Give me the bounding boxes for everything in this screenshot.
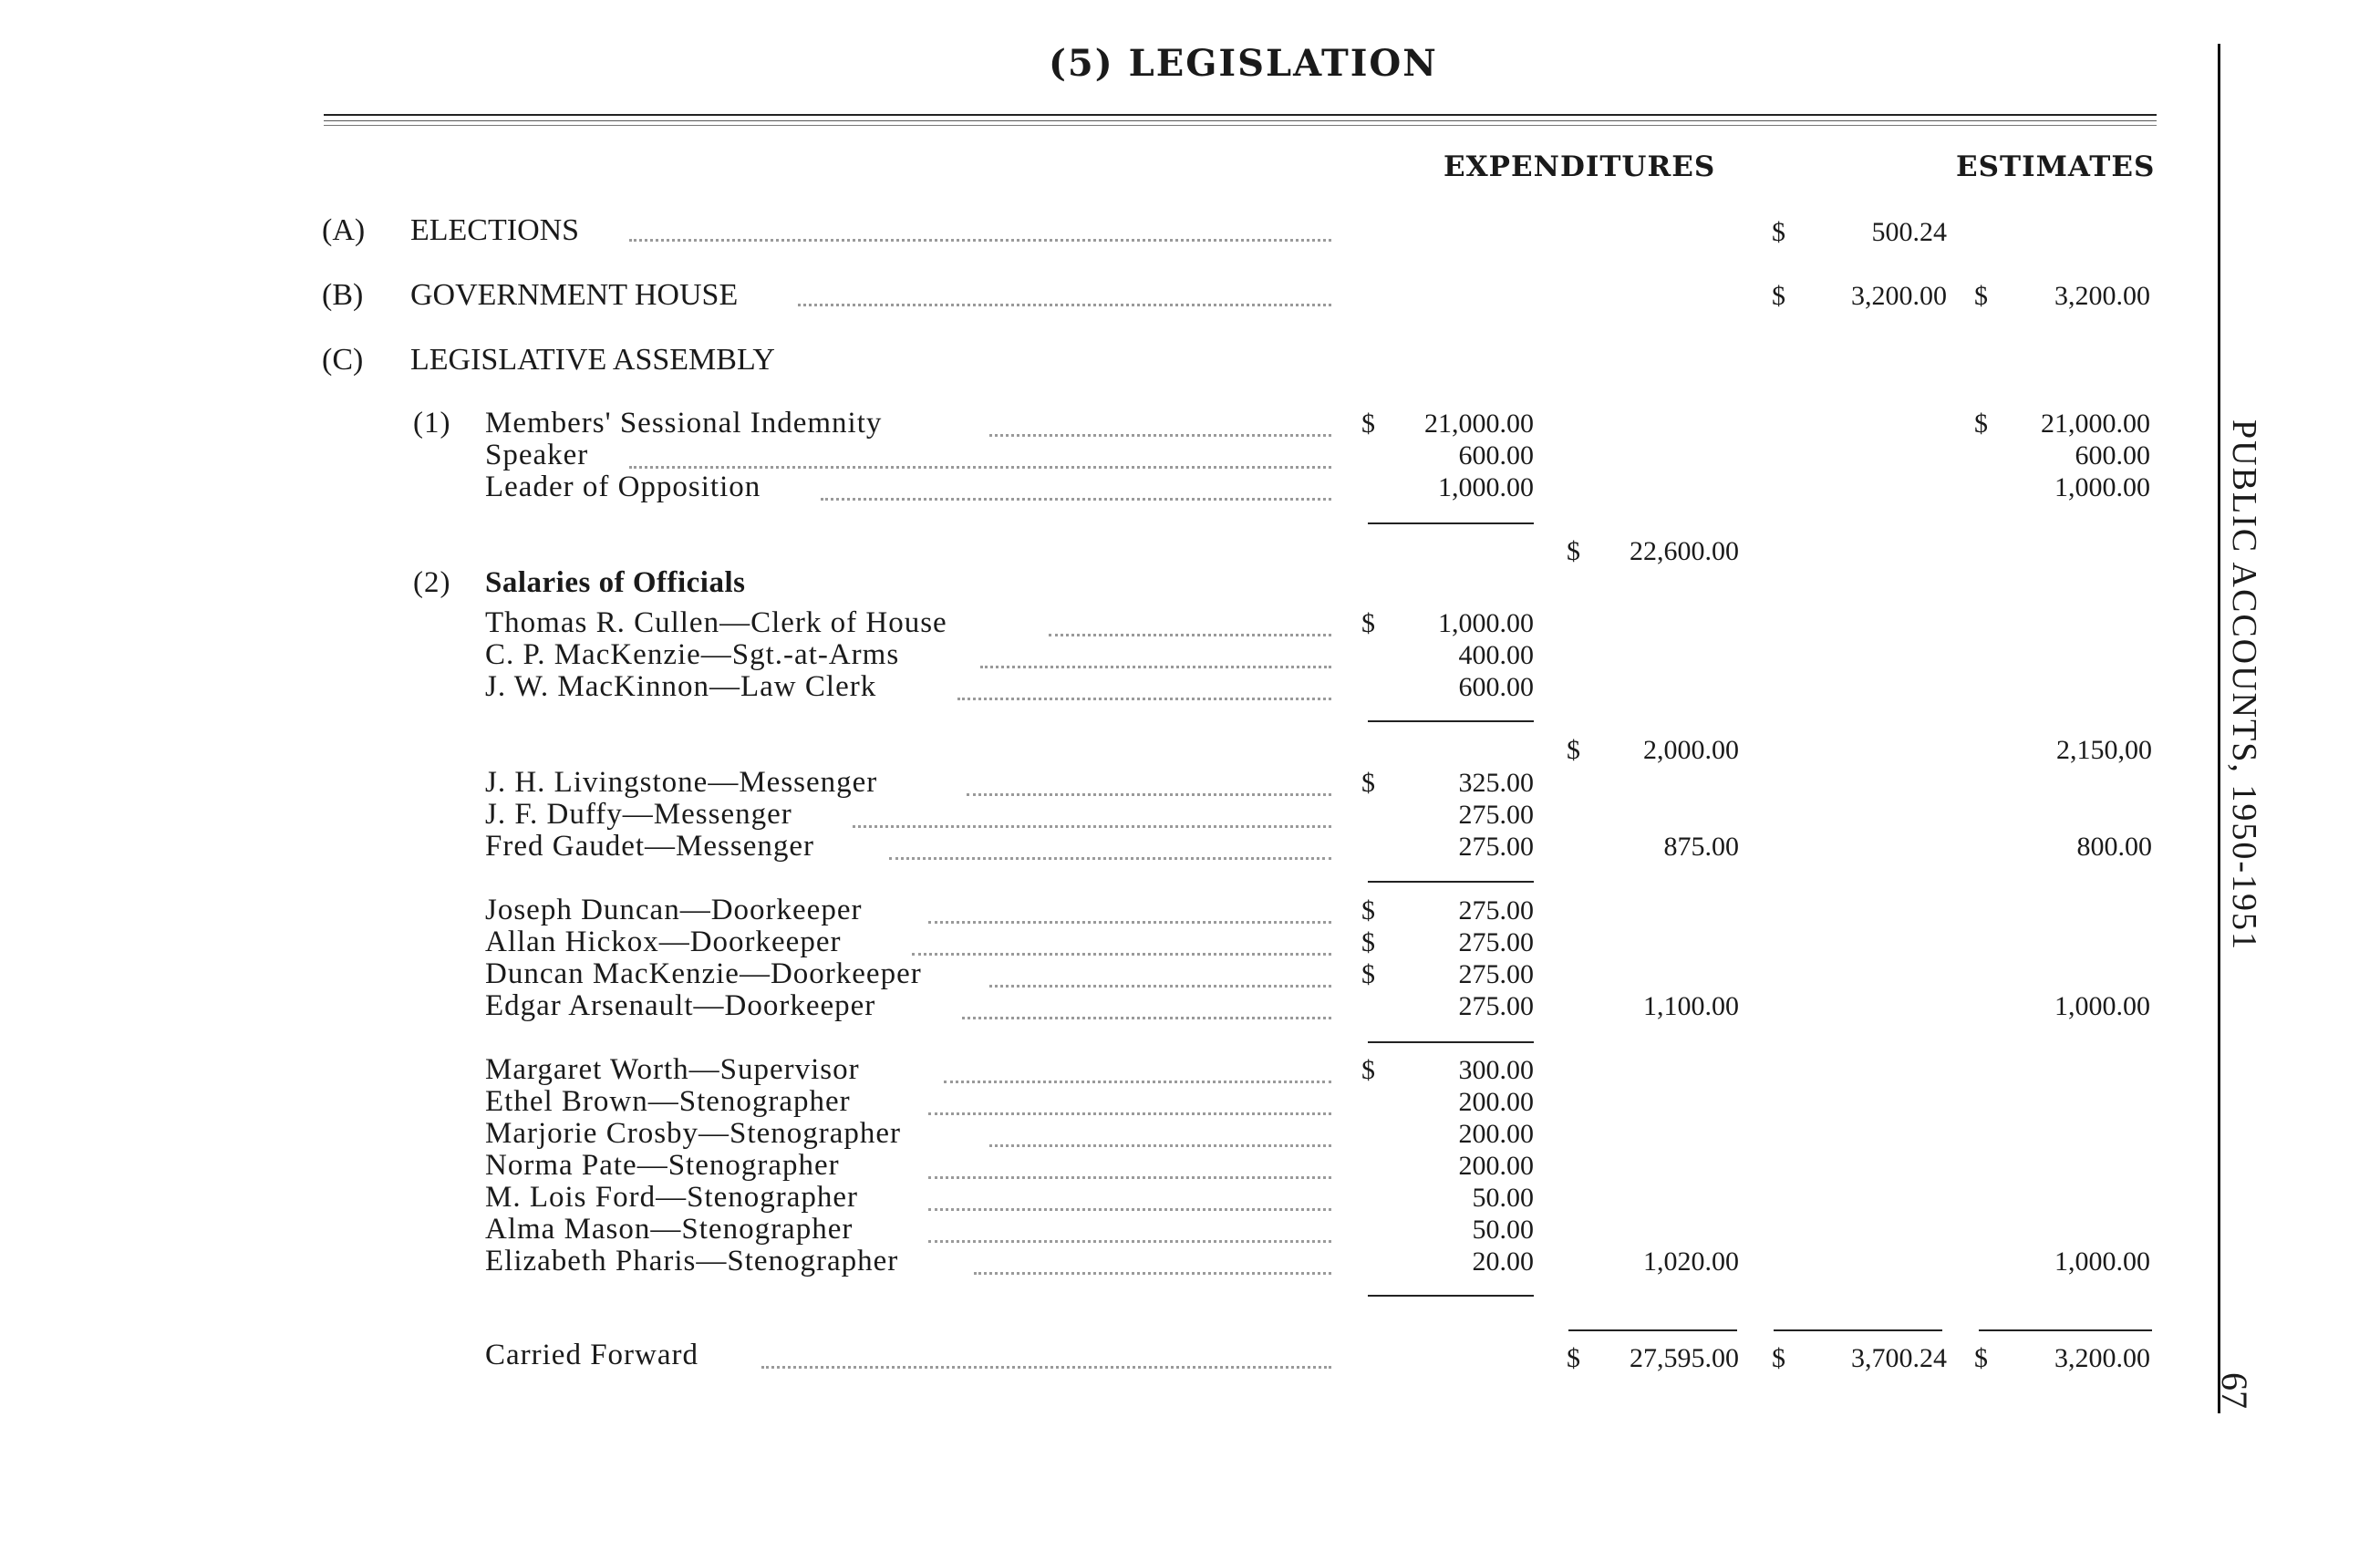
total-expenditures: 3,700.24 bbox=[1851, 1343, 1947, 1373]
dollar-sign: $ bbox=[1974, 409, 1988, 439]
subtotal: 875.00 bbox=[1663, 832, 1739, 862]
subtotal-rule bbox=[1368, 1295, 1534, 1297]
amount: 275.00 bbox=[1458, 895, 1534, 926]
margin-rule bbox=[2218, 44, 2220, 1413]
amount: 325.00 bbox=[1458, 768, 1534, 798]
top-rule bbox=[324, 114, 2157, 116]
dollar-sign: $ bbox=[1567, 536, 1580, 566]
line-item-label: Speaker bbox=[485, 439, 589, 471]
leader-dots bbox=[989, 1144, 1331, 1147]
running-head: PUBLIC ACCOUNTS, 1950-1951 bbox=[2225, 419, 2263, 951]
amount: 275.00 bbox=[1458, 800, 1534, 830]
subsection-mark: (2) bbox=[413, 566, 451, 599]
estimate: 800.00 bbox=[2076, 832, 2152, 862]
col-header-estimates: ESTIMATES bbox=[1956, 150, 2156, 183]
leader-dots bbox=[629, 466, 1331, 469]
leader-dots bbox=[928, 1240, 1331, 1243]
dollar-sign: $ bbox=[1361, 608, 1375, 638]
dollar-sign: $ bbox=[1772, 217, 1785, 247]
amount: 200.00 bbox=[1458, 1119, 1534, 1149]
dollar-sign: $ bbox=[1361, 927, 1375, 957]
line-item-label: Elizabeth Pharis—Stenographer bbox=[485, 1245, 899, 1277]
leader-dots bbox=[798, 304, 1331, 306]
dollar-sign: $ bbox=[1567, 1343, 1580, 1373]
amount: 200.00 bbox=[1458, 1151, 1534, 1181]
amount: 300.00 bbox=[1458, 1055, 1534, 1085]
subsection-mark: (1) bbox=[413, 407, 451, 440]
leader-dots bbox=[989, 985, 1331, 988]
leader-dots bbox=[928, 1208, 1331, 1211]
subtotal: 1,100.00 bbox=[1643, 991, 1739, 1021]
line-item-label: Alma Mason—Stenographer bbox=[485, 1213, 854, 1246]
dollar-sign: $ bbox=[1361, 1055, 1375, 1085]
amount: 600.00 bbox=[1458, 440, 1534, 471]
line-item-label: Margaret Worth—Supervisor bbox=[485, 1053, 860, 1086]
line-item-label: Members' Sessional Indemnity bbox=[485, 407, 883, 440]
amount: 1,000.00 bbox=[1438, 472, 1534, 502]
amount: 21,000.00 bbox=[1424, 409, 1534, 439]
dollar-sign: $ bbox=[1772, 281, 1785, 311]
subtotal: 1,020.00 bbox=[1643, 1246, 1739, 1277]
amount: 50.00 bbox=[1472, 1183, 1534, 1213]
leader-dots bbox=[912, 953, 1331, 956]
carried-forward-label: Carried Forward bbox=[485, 1339, 699, 1371]
subtotal-rule bbox=[1368, 1041, 1534, 1043]
section-mark: (C) bbox=[322, 343, 364, 377]
total-rule bbox=[1979, 1329, 2152, 1331]
amount: 400.00 bbox=[1458, 640, 1534, 670]
line-item-label: Edgar Arsenault—Doorkeeper bbox=[485, 989, 876, 1022]
line-item-label: J. F. Duffy—Messenger bbox=[485, 798, 792, 831]
leader-dots bbox=[962, 1017, 1331, 1019]
amount: 3,200.00 bbox=[1851, 281, 1947, 311]
section-mark: (B) bbox=[322, 278, 364, 312]
leader-dots bbox=[974, 1272, 1331, 1275]
top-rule-lower bbox=[324, 125, 2157, 126]
amount: 500.24 bbox=[1871, 217, 1947, 247]
dollar-sign: $ bbox=[1361, 895, 1375, 926]
leader-dots bbox=[629, 239, 1331, 242]
subtotal-rule bbox=[1368, 881, 1534, 883]
amount: 275.00 bbox=[1458, 959, 1534, 989]
leader-dots bbox=[853, 825, 1331, 828]
amount: 200.00 bbox=[1458, 1087, 1534, 1117]
section-label: ELECTIONS bbox=[410, 213, 580, 247]
estimate: 1,000.00 bbox=[2054, 991, 2150, 1021]
line-item-label: M. Lois Ford—Stenographer bbox=[485, 1181, 859, 1214]
estimate: 1,000.00 bbox=[2054, 1246, 2150, 1277]
amount: 3,200.00 bbox=[2054, 281, 2150, 311]
col-header-expenditures: EXPENDITURES bbox=[1444, 150, 1716, 183]
line-item-label: Marjorie Crosby—Stenographer bbox=[485, 1117, 901, 1150]
leader-dots bbox=[928, 921, 1331, 924]
amount: 21,000.00 bbox=[2041, 409, 2150, 439]
total-detail: 27,595.00 bbox=[1630, 1343, 1739, 1373]
line-item-label: Allan Hickox—Doorkeeper bbox=[485, 926, 842, 958]
dollar-sign: $ bbox=[1361, 959, 1375, 989]
leader-dots bbox=[989, 434, 1331, 437]
top-rule-thin bbox=[324, 120, 2157, 121]
amount: 600.00 bbox=[1458, 672, 1534, 702]
dollar-sign: $ bbox=[1974, 281, 1988, 311]
line-item-label: Fred Gaudet—Messenger bbox=[485, 830, 814, 863]
line-item-label: Norma Pate—Stenographer bbox=[485, 1149, 840, 1182]
subtotal-rule bbox=[1368, 720, 1534, 722]
leader-dots bbox=[928, 1112, 1331, 1115]
leader-dots bbox=[889, 857, 1331, 860]
subtotal: 22,600.00 bbox=[1630, 536, 1739, 566]
total-estimates: 3,200.00 bbox=[2054, 1343, 2150, 1373]
amount: 20.00 bbox=[1472, 1246, 1534, 1277]
dollar-sign: $ bbox=[1361, 768, 1375, 798]
line-item-label: C. P. MacKenzie—Sgt.-at-Arms bbox=[485, 638, 900, 671]
line-item-label: Ethel Brown—Stenographer bbox=[485, 1085, 851, 1118]
leader-dots bbox=[761, 1366, 1331, 1369]
leader-dots bbox=[821, 498, 1331, 501]
estimate: 2,150,00 bbox=[2056, 735, 2152, 765]
line-item-label: J. H. Livingstone—Messenger bbox=[485, 766, 878, 799]
dollar-sign: $ bbox=[1361, 409, 1375, 439]
amount: 600.00 bbox=[2075, 440, 2150, 471]
line-item-label: Thomas R. Cullen—Clerk of House bbox=[485, 606, 947, 639]
leader-dots bbox=[967, 793, 1331, 796]
amount: 275.00 bbox=[1458, 927, 1534, 957]
line-item-label: J. W. MacKinnon—Law Clerk bbox=[485, 670, 877, 703]
line-item-label: Joseph Duncan—Doorkeeper bbox=[485, 894, 863, 926]
subtotal-rule bbox=[1368, 522, 1534, 524]
leader-dots bbox=[928, 1176, 1331, 1179]
subtotal: 2,000.00 bbox=[1643, 735, 1739, 765]
subsection-heading: Salaries of Officials bbox=[485, 566, 746, 599]
page-number: 67 bbox=[2214, 1372, 2255, 1409]
leader-dots bbox=[944, 1081, 1331, 1083]
page-title: (5) LEGISLATION bbox=[1049, 42, 1438, 85]
dollar-sign: $ bbox=[1772, 1343, 1785, 1373]
amount: 275.00 bbox=[1458, 991, 1534, 1021]
amount: 275.00 bbox=[1458, 832, 1534, 862]
dollar-sign: $ bbox=[1974, 1343, 1988, 1373]
section-mark: (A) bbox=[322, 213, 366, 247]
dollar-sign: $ bbox=[1567, 735, 1580, 765]
amount: 1,000.00 bbox=[2054, 472, 2150, 502]
amount: 50.00 bbox=[1472, 1215, 1534, 1245]
total-rule bbox=[1774, 1329, 1942, 1331]
leader-dots bbox=[980, 666, 1331, 668]
line-item-label: Leader of Opposition bbox=[485, 471, 761, 503]
section-label: LEGISLATIVE ASSEMBLY bbox=[410, 343, 775, 377]
line-item-label: Duncan MacKenzie—Doorkeeper bbox=[485, 957, 922, 990]
total-rule bbox=[1568, 1329, 1737, 1331]
leader-dots bbox=[1049, 634, 1331, 636]
section-label: GOVERNMENT HOUSE bbox=[410, 278, 739, 312]
amount: 1,000.00 bbox=[1438, 608, 1534, 638]
leader-dots bbox=[957, 698, 1331, 700]
